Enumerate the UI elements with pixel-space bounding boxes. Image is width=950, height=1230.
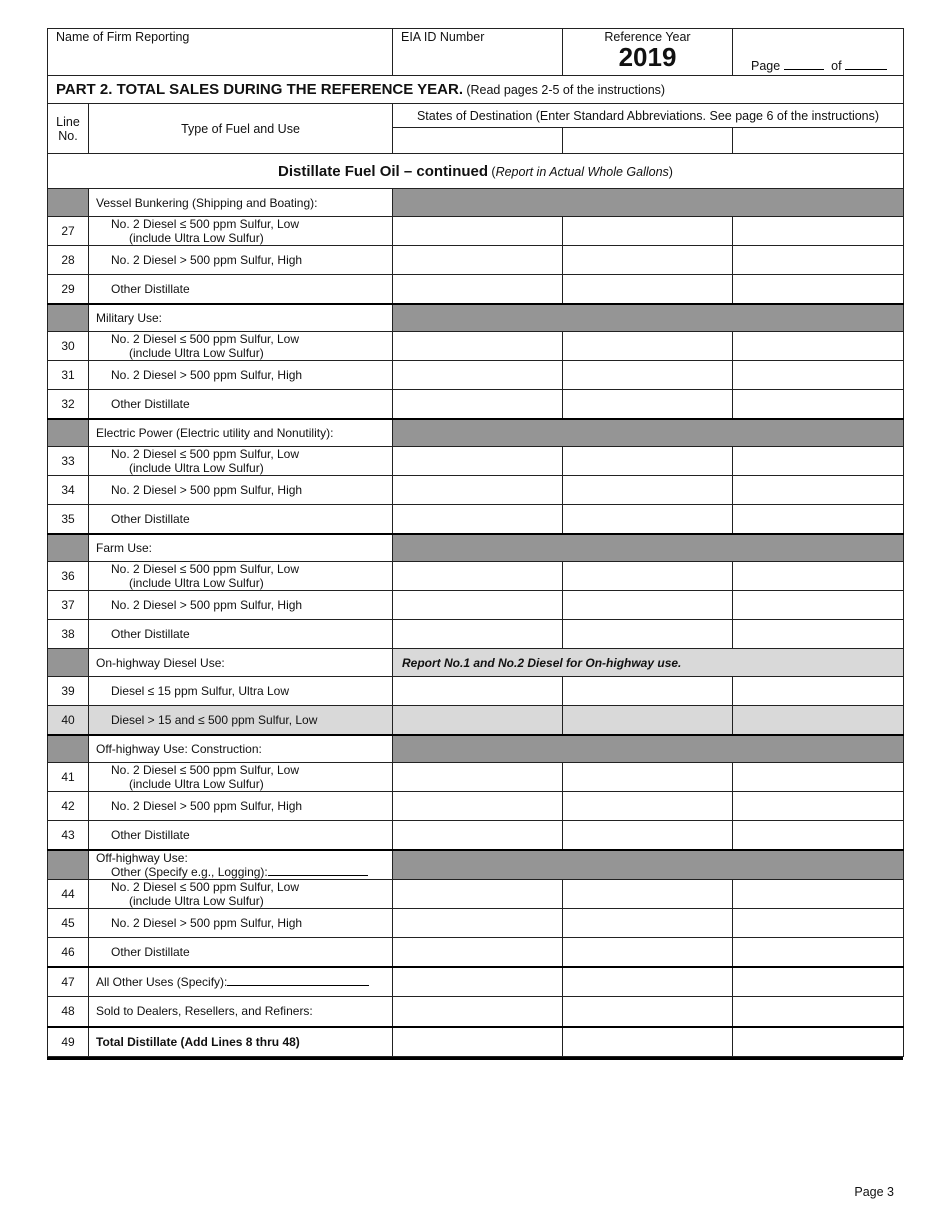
row-label: No. 2 Diesel > 500 ppm Sulfur, High xyxy=(89,909,393,938)
entry-cell[interactable] xyxy=(733,677,904,706)
row-label: Sold to Dealers, Resellers, and Refiners: xyxy=(89,997,393,1027)
row-label: Other Distillate xyxy=(89,275,393,304)
entry-cell[interactable] xyxy=(733,620,904,649)
entry-cell[interactable] xyxy=(393,332,563,361)
part-title xyxy=(48,76,904,104)
table-row xyxy=(48,880,904,909)
table-row xyxy=(48,821,904,850)
section-title-row xyxy=(48,154,904,189)
row-label xyxy=(89,763,393,792)
row-label xyxy=(89,967,393,997)
entry-cell[interactable] xyxy=(393,1027,563,1057)
entry-cell[interactable] xyxy=(563,246,733,275)
row-label-cont: (include Ultra Low Sulfur) xyxy=(129,777,264,791)
part-title-text: PART 2. TOTAL SALES DURING THE REFERENCE YEAR. xyxy=(56,81,463,98)
entry-cell[interactable] xyxy=(733,505,904,534)
row-label: No. 2 Diesel > 500 ppm Sulfur, High xyxy=(89,792,393,821)
entry-cell[interactable] xyxy=(733,447,904,476)
row-label: Other Distillate xyxy=(89,390,393,419)
entry-cell[interactable] xyxy=(563,620,733,649)
eia-id-field[interactable] xyxy=(393,29,563,76)
group-label-construction: Off-highway Use: Construction: xyxy=(89,735,393,763)
entry-cell[interactable] xyxy=(733,275,904,304)
states-header: States of Destination (Enter Standard Abbreviations. See page 6 of the instructions) xyxy=(393,104,904,128)
entry-cell[interactable] xyxy=(563,677,733,706)
group-shade xyxy=(393,850,904,880)
entry-cell[interactable] xyxy=(733,880,904,909)
group-label-military: Military Use: xyxy=(89,304,393,332)
line-no-header-2: No. xyxy=(58,128,78,143)
page-number-field[interactable] xyxy=(784,69,824,70)
line-number: 45 xyxy=(48,909,89,938)
entry-cell[interactable] xyxy=(393,562,563,591)
table-row xyxy=(48,792,904,821)
entry-cell[interactable] xyxy=(733,967,904,997)
line-number: 44 xyxy=(48,880,89,909)
entry-cell[interactable] xyxy=(563,909,733,938)
entry-cell[interactable] xyxy=(733,591,904,620)
entry-cell[interactable] xyxy=(563,447,733,476)
table-row xyxy=(48,677,904,706)
row-label-text: All Other Uses (Specify): xyxy=(96,974,228,989)
group-label-electric: Electric Power (Electric utility and Nonutility): xyxy=(89,419,393,447)
group-shade xyxy=(393,304,904,332)
entry-cell[interactable] xyxy=(733,938,904,967)
entry-cell[interactable] xyxy=(563,706,733,735)
line-number: 42 xyxy=(48,792,89,821)
row-label: No. 2 Diesel > 500 ppm Sulfur, High xyxy=(89,361,393,390)
page-of-cell xyxy=(733,29,904,76)
table-row xyxy=(48,476,904,505)
row-label xyxy=(89,562,393,591)
group-label-offhighway-2: Other (Specify e.g., Logging): xyxy=(111,864,268,879)
entry-cell[interactable] xyxy=(393,591,563,620)
entry-cell[interactable] xyxy=(733,909,904,938)
row-label xyxy=(89,332,393,361)
eia-id-label: EIA ID Number xyxy=(401,30,485,44)
entry-cell[interactable] xyxy=(393,997,563,1027)
group-label-onhighway: On-highway Diesel Use: xyxy=(89,649,393,677)
row-label-cont: (include Ultra Low Sulfur) xyxy=(129,346,264,360)
row-label: No. 2 Diesel > 500 ppm Sulfur, High xyxy=(89,476,393,505)
entry-cell[interactable] xyxy=(563,880,733,909)
entry-cell[interactable] xyxy=(733,706,904,735)
table-row xyxy=(48,217,904,246)
line-number: 36 xyxy=(48,562,89,591)
line-number: 31 xyxy=(48,361,89,390)
table-row xyxy=(48,447,904,476)
entry-cell[interactable] xyxy=(733,997,904,1027)
table-row xyxy=(48,997,904,1027)
page-label: Page xyxy=(751,59,781,73)
entry-cell[interactable] xyxy=(393,505,563,534)
group-row-electric xyxy=(48,419,904,447)
line-number: 37 xyxy=(48,591,89,620)
entry-cell[interactable] xyxy=(563,967,733,997)
table-row xyxy=(48,591,904,620)
row-label xyxy=(89,880,393,909)
row-label-cont: (include Ultra Low Sulfur) xyxy=(129,231,264,245)
row-label-cont: (include Ultra Low Sulfur) xyxy=(129,894,264,908)
line-no-header-1: Line xyxy=(56,114,80,129)
row-label-cont: (include Ultra Low Sulfur) xyxy=(129,461,264,475)
row-label: Diesel > 15 and ≤ 500 ppm Sulfur, Low xyxy=(89,706,393,735)
line-number: 33 xyxy=(48,447,89,476)
line-number: 48 xyxy=(48,997,89,1027)
line-number: 39 xyxy=(48,677,89,706)
row-label: No. 2 Diesel > 500 ppm Sulfur, High xyxy=(89,591,393,620)
section-paren-close: ) xyxy=(668,164,673,179)
entry-cell[interactable] xyxy=(393,275,563,304)
row-label-text: No. 2 Diesel ≤ 500 ppm Sulfur, Low xyxy=(111,880,300,894)
part-title-row xyxy=(48,76,904,104)
firm-name-label: Name of Firm Reporting xyxy=(56,30,190,44)
entry-cell[interactable] xyxy=(393,677,563,706)
part-title-note: (Read pages 2-5 of the instructions) xyxy=(466,83,666,97)
group-row-farm xyxy=(48,534,904,562)
group-shade xyxy=(48,189,89,217)
row-label: No. 2 Diesel > 500 ppm Sulfur, High xyxy=(89,246,393,275)
group-shade xyxy=(393,189,904,217)
state-abbrev-input-3[interactable] xyxy=(733,128,904,154)
page-number: Page 3 xyxy=(854,1185,894,1199)
line-number: 40 xyxy=(48,706,89,735)
entry-cell[interactable] xyxy=(563,390,733,419)
entry-cell[interactable] xyxy=(393,763,563,792)
group-shade xyxy=(393,735,904,763)
entry-cell[interactable] xyxy=(733,1027,904,1057)
line-number: 30 xyxy=(48,332,89,361)
line-number: 35 xyxy=(48,505,89,534)
group-label-offhighway xyxy=(89,850,393,880)
table-row xyxy=(48,332,904,361)
entry-cell[interactable] xyxy=(393,246,563,275)
entry-cell[interactable] xyxy=(393,792,563,821)
entry-cell[interactable] xyxy=(563,361,733,390)
entry-cell[interactable] xyxy=(393,476,563,505)
table-row xyxy=(48,361,904,390)
section-title-text: Distillate Fuel Oil – continued xyxy=(278,162,489,180)
line-number: 34 xyxy=(48,476,89,505)
sales-table xyxy=(47,28,904,1057)
form-header-row xyxy=(48,29,904,76)
table-row xyxy=(48,562,904,591)
row-label-text: No. 2 Diesel ≤ 500 ppm Sulfur, Low xyxy=(111,763,300,777)
group-row-construction xyxy=(48,735,904,763)
entry-cell[interactable] xyxy=(393,390,563,419)
entry-cell[interactable] xyxy=(563,591,733,620)
row-label: Other Distillate xyxy=(89,505,393,534)
entry-cell[interactable] xyxy=(563,562,733,591)
reference-year-value: 2019 xyxy=(618,42,677,72)
group-shade xyxy=(48,735,89,763)
entry-cell[interactable] xyxy=(563,763,733,792)
table-row xyxy=(48,246,904,275)
entry-cell[interactable] xyxy=(733,246,904,275)
page-total-field[interactable] xyxy=(845,69,887,70)
entry-cell[interactable] xyxy=(733,361,904,390)
entry-cell[interactable] xyxy=(563,476,733,505)
line-number: 47 xyxy=(48,967,89,997)
state-abbrev-input-1[interactable] xyxy=(393,128,563,154)
line-number: 28 xyxy=(48,246,89,275)
entry-cell[interactable] xyxy=(393,880,563,909)
group-shade xyxy=(48,850,89,880)
table-row xyxy=(48,706,904,735)
specify-all-other-field[interactable] xyxy=(227,985,369,986)
group-shade xyxy=(48,304,89,332)
table-row xyxy=(48,390,904,419)
group-shade xyxy=(48,419,89,447)
entry-cell[interactable] xyxy=(563,275,733,304)
entry-cell[interactable] xyxy=(563,938,733,967)
row-label: Other Distillate xyxy=(89,938,393,967)
entry-cell[interactable] xyxy=(393,217,563,246)
row-label-text: No. 2 Diesel ≤ 500 ppm Sulfur, Low xyxy=(111,447,300,461)
line-number: 46 xyxy=(48,938,89,967)
form-part2 xyxy=(47,28,903,1060)
entry-cell[interactable] xyxy=(733,390,904,419)
entry-cell[interactable] xyxy=(563,217,733,246)
line-number: 49 xyxy=(48,1027,89,1057)
line-number: 38 xyxy=(48,620,89,649)
group-row-vessel xyxy=(48,189,904,217)
table-row xyxy=(48,909,904,938)
group-shade xyxy=(48,534,89,562)
specify-other-field[interactable] xyxy=(268,875,368,876)
entry-cell[interactable] xyxy=(733,562,904,591)
group-row-onhighway xyxy=(48,649,904,677)
group-row-offhighway-other xyxy=(48,850,904,880)
table-row xyxy=(48,620,904,649)
line-no-header xyxy=(48,104,89,154)
entry-cell[interactable] xyxy=(393,909,563,938)
entry-cell[interactable] xyxy=(393,706,563,735)
table-row xyxy=(48,505,904,534)
entry-cell[interactable] xyxy=(393,447,563,476)
row-label: Other Distillate xyxy=(89,821,393,850)
entry-cell[interactable] xyxy=(563,1027,733,1057)
row-label xyxy=(89,447,393,476)
entry-cell[interactable] xyxy=(733,217,904,246)
table-row xyxy=(48,938,904,967)
row-label: Diesel ≤ 15 ppm Sulfur, Ultra Low xyxy=(89,677,393,706)
entry-cell[interactable] xyxy=(563,332,733,361)
entry-cell[interactable] xyxy=(563,997,733,1027)
line-number: 43 xyxy=(48,821,89,850)
row-label: Other Distillate xyxy=(89,620,393,649)
row-label-text: No. 2 Diesel ≤ 500 ppm Sulfur, Low xyxy=(111,217,300,231)
table-row xyxy=(48,967,904,997)
group-label-vessel: Vessel Bunkering (Shipping and Boating): xyxy=(89,189,393,217)
entry-cell[interactable] xyxy=(563,821,733,850)
entry-cell[interactable] xyxy=(733,821,904,850)
line-number: 41 xyxy=(48,763,89,792)
table-row xyxy=(48,275,904,304)
row-label-cont: (include Ultra Low Sulfur) xyxy=(129,576,264,590)
group-row-military xyxy=(48,304,904,332)
section-title xyxy=(48,154,904,189)
line-number: 29 xyxy=(48,275,89,304)
line-number: 27 xyxy=(48,217,89,246)
row-label-text: No. 2 Diesel ≤ 500 ppm Sulfur, Low xyxy=(111,332,300,346)
entry-cell[interactable] xyxy=(563,792,733,821)
group-shade xyxy=(393,534,904,562)
group-shade xyxy=(48,649,89,677)
section-paren-open: ( xyxy=(491,164,496,179)
entry-cell[interactable] xyxy=(393,821,563,850)
group-shade xyxy=(393,419,904,447)
group-label-offhighway-1: Off-highway Use: xyxy=(96,850,188,865)
row-label: Total Distillate (Add Lines 8 thru 48) xyxy=(89,1027,393,1057)
entry-cell[interactable] xyxy=(393,620,563,649)
reference-year-cell xyxy=(563,29,733,76)
entry-cell[interactable] xyxy=(563,505,733,534)
section-note: Report in Actual Whole Gallons xyxy=(495,164,669,179)
state-abbrev-input-2[interactable] xyxy=(563,128,733,154)
firm-name-field[interactable] xyxy=(48,29,393,76)
entry-cell[interactable] xyxy=(733,332,904,361)
of-label: of xyxy=(831,59,842,73)
reference-year-label: Reference Year xyxy=(604,30,691,44)
table-row xyxy=(48,763,904,792)
column-header-row xyxy=(48,104,904,128)
entry-cell[interactable] xyxy=(733,476,904,505)
row-label xyxy=(89,217,393,246)
entry-cell[interactable] xyxy=(393,361,563,390)
entry-cell[interactable] xyxy=(393,938,563,967)
entry-cell[interactable] xyxy=(733,792,904,821)
entry-cell[interactable] xyxy=(393,967,563,997)
row-label-text: No. 2 Diesel ≤ 500 ppm Sulfur, Low xyxy=(111,562,300,576)
group-label-farm: Farm Use: xyxy=(89,534,393,562)
entry-cell[interactable] xyxy=(733,763,904,792)
line-number: 32 xyxy=(48,390,89,419)
total-row xyxy=(48,1027,904,1057)
onhighway-note: Report No.1 and No.2 Diesel for On-highway use. xyxy=(393,649,904,677)
type-header: Type of Fuel and Use xyxy=(89,104,393,154)
